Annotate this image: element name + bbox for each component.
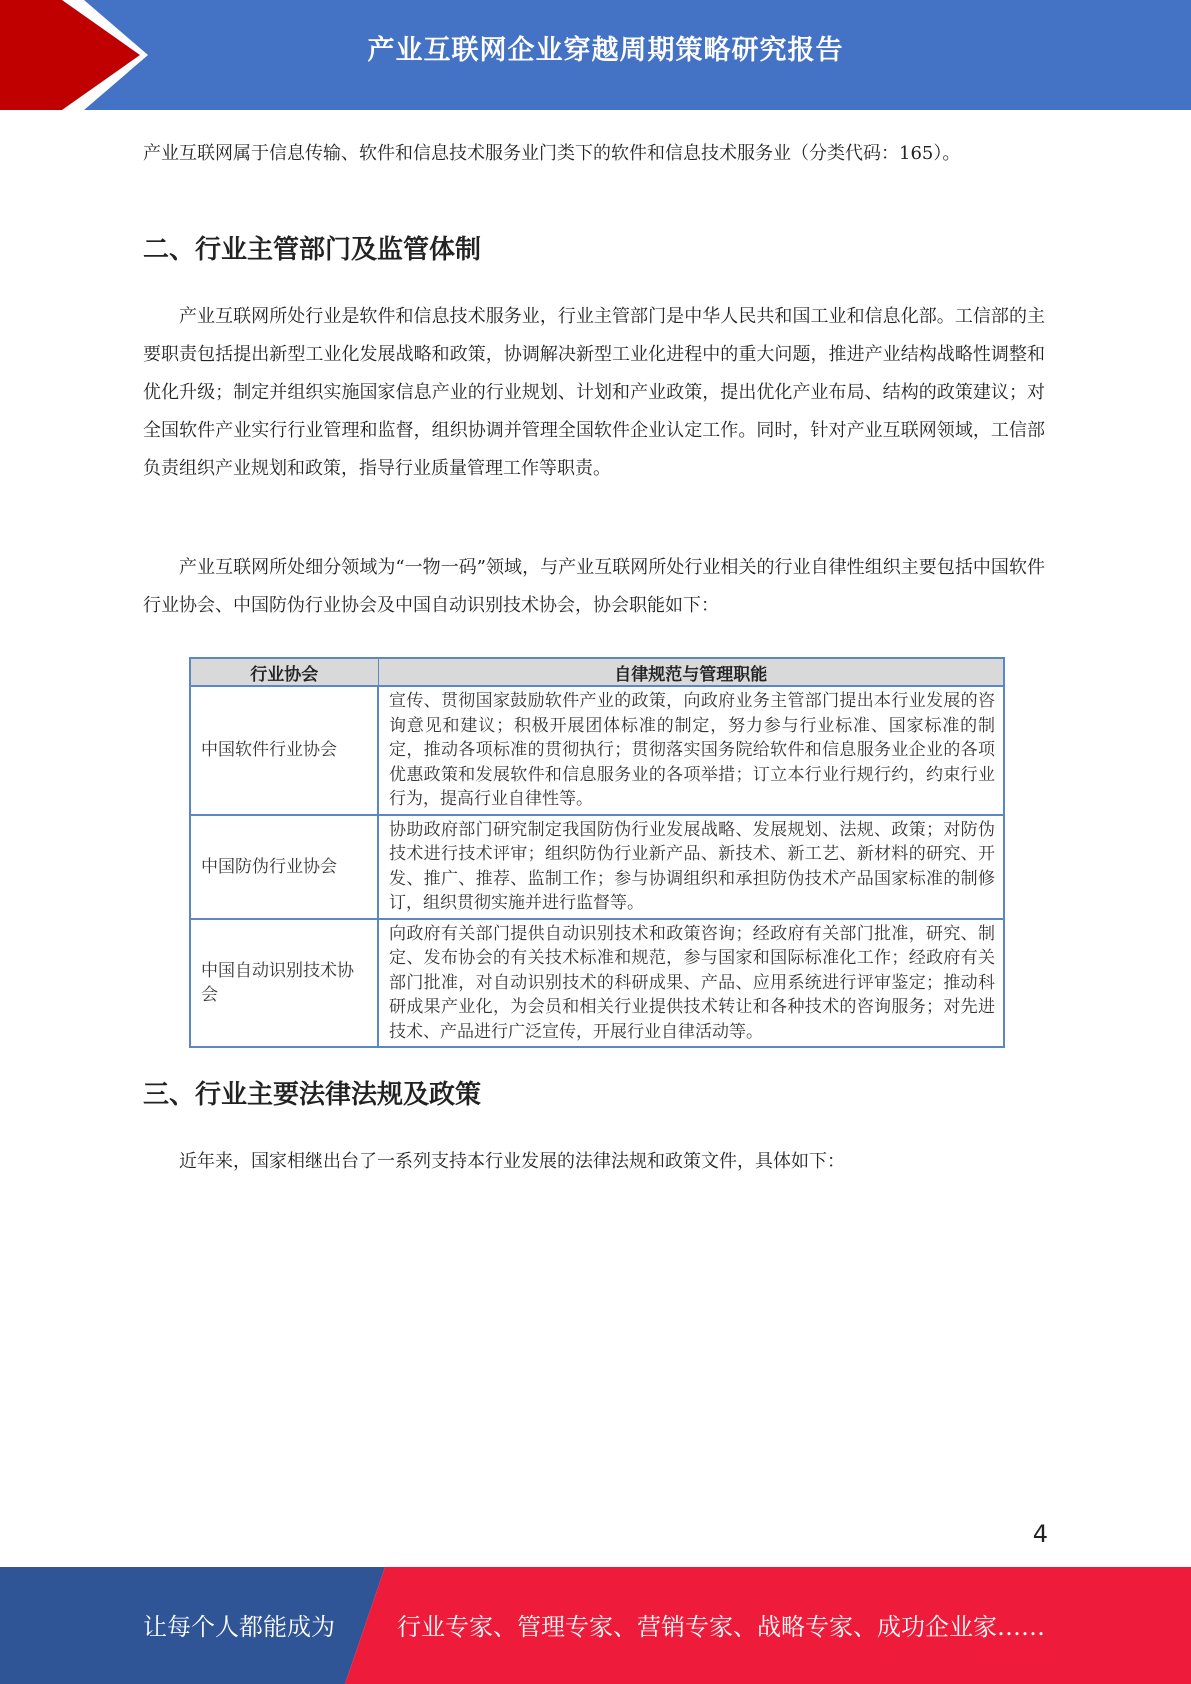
footer-slogan-left: 让每个人都能成为 — [143, 1613, 335, 1641]
table-header-row — [190, 658, 1004, 686]
section2-body — [143, 298, 1045, 488]
association-duties: 宣传、贯彻国家鼓励软件产业的政策，向政府业务主管部门提出本行业发展的咨询意见和建议；积极开展团体标准的制定，努力参与行业标准、国家标准的制定，推动各项标准的贯彻执行；贯彻落实国务院给软件和信息服务业企业的各项优惠政策和发展软件和信息服务业的各项举措；订立本行业行规行约，约束行业行为，提高行业自律性等。 — [378, 686, 1004, 815]
table-row — [190, 815, 1004, 919]
paragraph-associations: 产业互联网所处细分领域为“一物一码”领域，与产业互联网所处行业相关的行业自律性组织主要包括中国软件行业协会、中国防伪行业协会及中国自动识别技术协会，协会职能如下： — [143, 557, 1045, 616]
column-header: 行业协会 — [190, 658, 378, 686]
section-heading: 二、行业主管部门及监管体制 — [143, 235, 482, 265]
section2-heading-block — [143, 230, 1045, 270]
table-row — [190, 919, 1004, 1048]
page-footer — [0, 1567, 1191, 1684]
page-number: 4 — [1032, 1520, 1048, 1548]
association-duties: 向政府有关部门提供自动识别技术和政策咨询；经政府有关部门批准，研究、制定、发布协会的有关技术标准和规范，参与国家和国际标准化工作；经政府有关部门批准，对自动识别技术的科研成果、产品、应用系统进行评审鉴定；推动科研成果产业化，为会员和相关行业提供技术转让和各种技术的咨询服务；对先进技术、产品进行广泛宣传，开展行业自律活动等。 — [378, 919, 1004, 1048]
section3-heading-block — [143, 1075, 1045, 1115]
intro-block — [143, 135, 1045, 173]
association-name: 中国软件行业协会 — [190, 686, 378, 815]
association-name: 中国自动识别技术协会 — [190, 919, 378, 1048]
paragraph-regulator: 产业互联网所处行业是软件和信息技术服务业，行业主管部门是中华人民共和国工业和信息化部。工信部的主要职责包括提出新型工业化发展战略和政策，协调解决新型工业化进程中的重大问题，推进产业结构战略性调整和优化升级；制定并组织实施国家信息产业的行业规划、计划和产业政策，提出优化产业布局、结构的政策建议；对全国软件产业实行行业管理和监督，组织协调并管理全国软件企业认定工作。同时，针对产业互联网领域，工信部负责组织产业规划和政策，指导行业质量管理工作等职责。 — [143, 306, 1045, 479]
paragraph-laws: 近年来，国家相继出台了一系列支持本行业发展的法律法规和政策文件，具体如下： — [179, 1151, 845, 1172]
report-title: 产业互联网企业穿越周期策略研究报告 — [367, 35, 844, 66]
footer-slogan-right: 行业专家、管理专家、营销专家、战略专家、成功企业家…… — [397, 1613, 1045, 1641]
section3-body — [143, 1143, 1045, 1181]
column-header: 自律规范与管理职能 — [378, 658, 1004, 686]
intro-paragraph: 产业互联网属于信息传输、软件和信息技术服务业门类下的软件和信息技术服务业（分类代码：165）。 — [143, 143, 961, 164]
association-duties: 协助政府部门研究制定我国防伪行业发展战略、发展规划、法规、政策；对防伪技术进行技术评审；组织防伪行业新产品、新技术、新工艺、新材料的研究、开发、推广、推荐、监制工作；参与协调组织和承担防伪技术产品国家标准的制修订，组织贯彻实施并进行监督等。 — [378, 815, 1004, 919]
page-header — [0, 0, 1191, 110]
section2-body-2 — [143, 549, 1045, 625]
association-name: 中国防伪行业协会 — [190, 815, 378, 919]
association-table — [189, 657, 1005, 1048]
section-heading: 三、行业主要法律法规及政策 — [143, 1080, 482, 1110]
table-row — [190, 686, 1004, 815]
